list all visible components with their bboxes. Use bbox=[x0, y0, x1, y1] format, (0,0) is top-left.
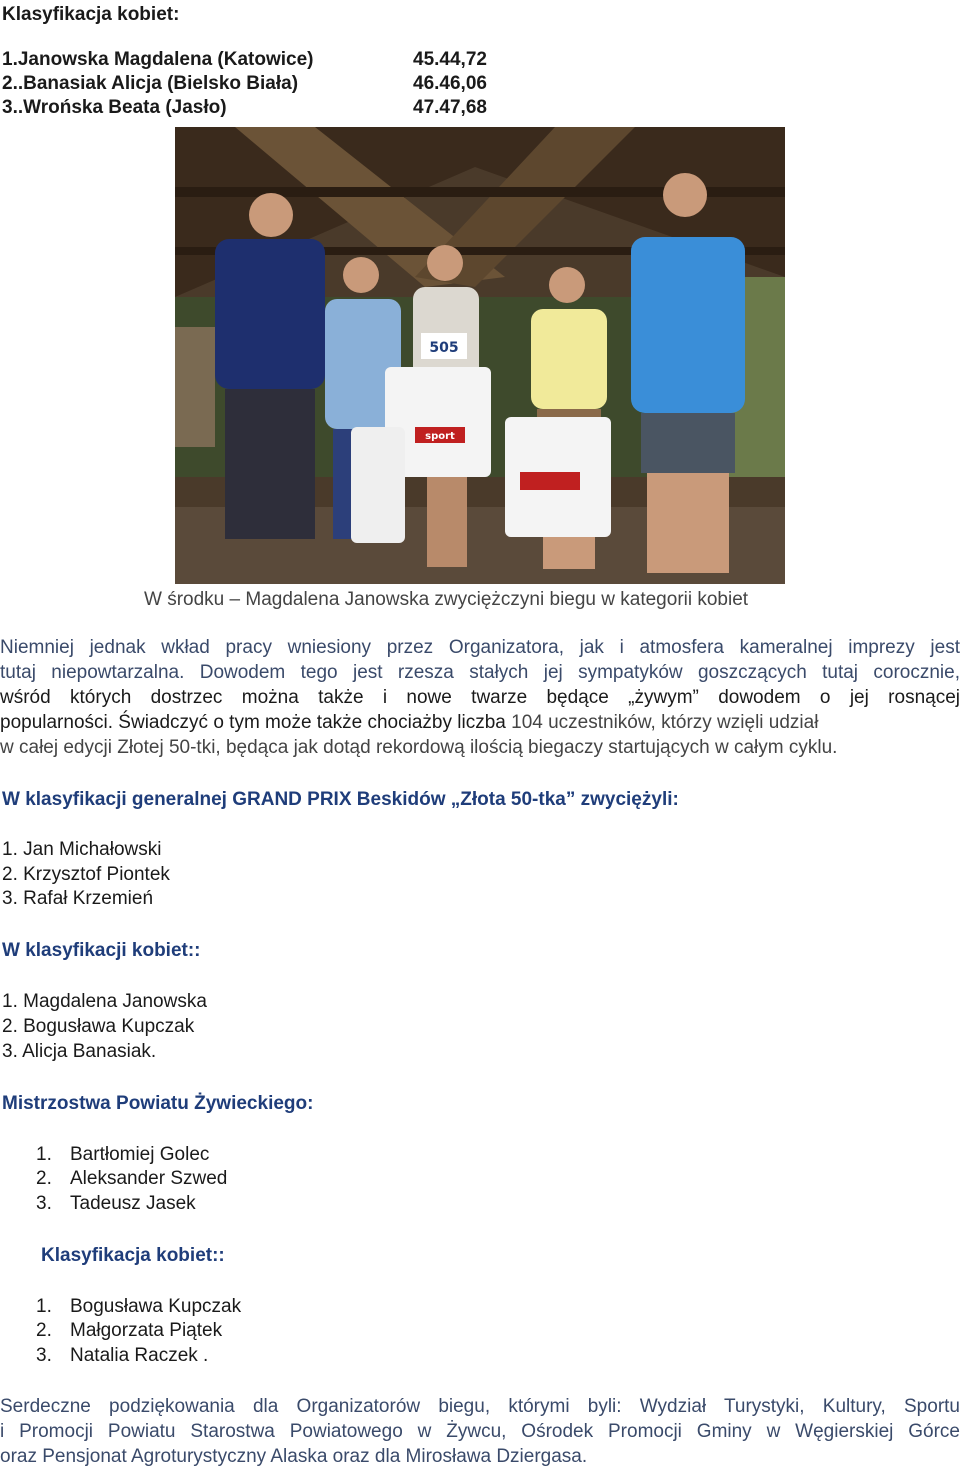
photo-caption: W środku – Magdalena Janowska zwyciężczyni biegu w kategorii kobiet bbox=[144, 589, 749, 610]
article-line bbox=[0, 712, 818, 734]
list-item: 1. Magdalena Janowska bbox=[2, 991, 207, 1012]
list-number: 1. bbox=[36, 1144, 52, 1165]
thanks-line: i Promocji Powiatu Starostwa Powiatowego w Żywcu, Ośrodek Promocji Gminy w Węgierskiej Górce bbox=[0, 1421, 960, 1442]
list-item: 1. Jan Michałowski bbox=[2, 839, 162, 860]
result-row bbox=[0, 73, 960, 97]
participants-count: 104 uczestników, którzy wzięli udział bbox=[511, 712, 819, 733]
list-number: 3. bbox=[36, 1345, 52, 1366]
powiat-heading: Mistrzostwa Powiatu Żywieckiego: bbox=[2, 1093, 314, 1114]
grand-prix-women-heading: W klasyfikacji kobiet:: bbox=[2, 940, 201, 961]
list-number: 2. bbox=[36, 1320, 52, 1341]
list-item bbox=[0, 1144, 960, 1168]
list-item bbox=[0, 1345, 960, 1369]
list-number: 3. bbox=[36, 1193, 52, 1214]
article-line: w całej edycji Złotej 50-tki, będąca jak dotąd rekordową ilością biegaczy startujących w całym cyklu. bbox=[0, 737, 838, 758]
podium-photo bbox=[175, 127, 785, 584]
article-line: tutaj niepowtarzalna. Dowodem tego jest rzesza stałych jej sympatyków goszczących tutaj corocznie, bbox=[0, 662, 960, 683]
list-name: Bogusława Kupczak bbox=[70, 1296, 242, 1317]
result-time: 46.46,06 bbox=[413, 73, 487, 94]
powiat-women-heading: Klasyfikacja kobiet:: bbox=[41, 1245, 225, 1266]
list-name: Aleksander Szwed bbox=[70, 1168, 228, 1189]
result-name: 3..Wrońska Beata (Jasło) bbox=[2, 97, 227, 118]
list-item: 2. Bogusława Kupczak bbox=[2, 1016, 195, 1037]
list-item: 3. Alicja Banasiak. bbox=[2, 1041, 157, 1062]
article-line: Niemniej jednak wkład pracy wniesiony przez Organizatora, jak i atmosfera kameralnej imprezy jest bbox=[0, 637, 960, 658]
thanks-line: oraz Pensjonat Agroturystyczny Alaska oraz dla Mirosława Dziergasa. bbox=[0, 1446, 588, 1467]
list-item bbox=[0, 1193, 960, 1217]
result-time: 47.47,68 bbox=[413, 97, 487, 118]
list-item bbox=[0, 1168, 960, 1192]
list-name: Bartłomiej Golec bbox=[70, 1144, 210, 1165]
list-item: 3. Rafał Krzemień bbox=[2, 888, 154, 909]
list-name: Tadeusz Jasek bbox=[70, 1193, 196, 1214]
list-item bbox=[0, 1296, 960, 1320]
result-name: 2..Banasiak Alicja (Bielsko Biała) bbox=[2, 73, 299, 94]
article-text: popularności. Świadczyć o tym może także chociażby liczba bbox=[0, 712, 506, 733]
result-name: 1.Janowska Magdalena (Katowice) bbox=[2, 49, 314, 70]
grand-prix-heading: W klasyfikacji generalnej GRAND PRIX Beskidów „Złota 50-tka” zwyciężyli: bbox=[2, 789, 679, 810]
bib-number: 505 bbox=[429, 340, 459, 356]
bag-text: sport bbox=[425, 431, 455, 442]
result-row bbox=[0, 97, 960, 121]
women-results-heading: Klasyfikacja kobiet: bbox=[2, 4, 180, 25]
list-number: 1. bbox=[36, 1296, 52, 1317]
result-row bbox=[0, 49, 960, 73]
thanks-line: Serdeczne podziękowania dla Organizatorów biegu, którymi byli: Wydział Turystyki, Kultury, Sportu bbox=[0, 1396, 960, 1417]
list-name: Natalia Raczek . bbox=[70, 1345, 209, 1366]
list-name: Małgorzata Piątek bbox=[70, 1320, 223, 1341]
result-time: 45.44,72 bbox=[413, 49, 487, 70]
article-line: wśród których dostrzec można także i nowe twarze będące „żywym” dowodem o jej rosnącej bbox=[0, 687, 960, 708]
list-number: 2. bbox=[36, 1168, 52, 1189]
list-item bbox=[0, 1320, 960, 1344]
list-item: 2. Krzysztof Piontek bbox=[2, 864, 170, 885]
